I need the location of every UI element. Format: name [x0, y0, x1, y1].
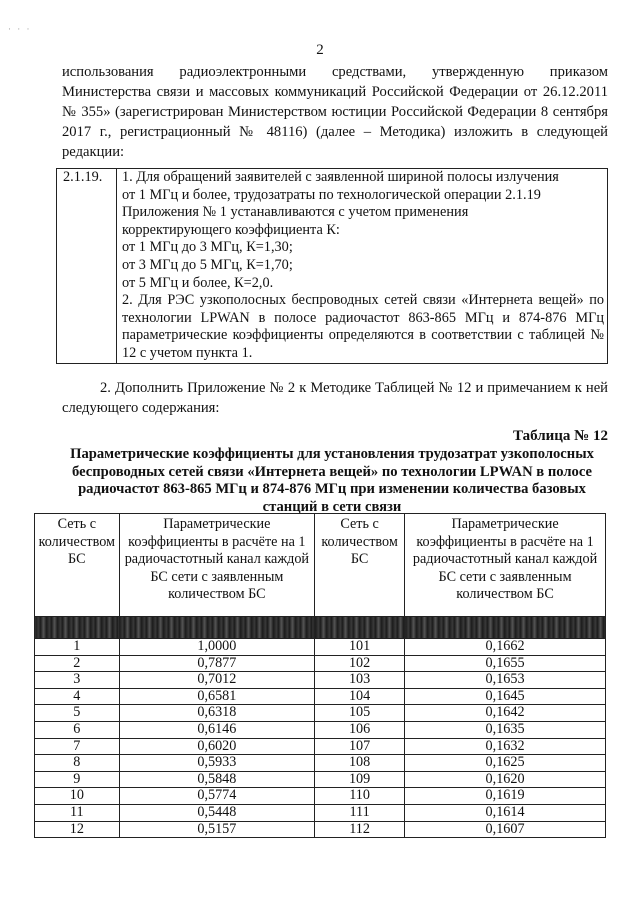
- cell-network-size: 7: [35, 738, 120, 755]
- cell-coefficient: 0,1653: [405, 672, 606, 689]
- table-row: [35, 688, 606, 705]
- amendment-text: [117, 169, 608, 364]
- cell-coefficient: 0,1607: [405, 821, 606, 838]
- cell-network-size: 8: [35, 755, 120, 772]
- header-coefficient: Параметрические коэффициенты в расчёте на 1 радиочастотный канал каждой БС сети с заявленным количеством БС: [405, 514, 606, 617]
- paragraph-2: 2. Дополнить Приложение № 2 к Методике Таблицей № 12 и примечанием к ней следующего содержания:: [62, 380, 608, 416]
- cell-coefficient: 0,1662: [405, 639, 606, 656]
- amendment-table: [56, 168, 608, 364]
- table-row: [35, 672, 606, 689]
- cell-coefficient: 0,6318: [119, 705, 314, 722]
- table-row: [35, 639, 606, 656]
- scan-artifact: · · ·: [8, 24, 32, 34]
- table-row: [35, 771, 606, 788]
- intro-paragraph: использования радиоэлектронными средствами, утвержденную приказом Министерства связи и массовых коммуникаций Российской Федерации от 26.12.2011 № 355» (зарегистрирован Министерством юстиции Российской Федерации 8 сентября 2017 г., регистрационный № 48116) (далее – Методика) изложить в следующей редакции:: [62, 64, 608, 160]
- table-header-row: [35, 514, 606, 617]
- cell-network-size: 9: [35, 771, 120, 788]
- cell-network-size: 3: [35, 672, 120, 689]
- cell-coefficient: 0,1632: [405, 738, 606, 755]
- cell-network-size: 101: [315, 639, 405, 656]
- cell-coefficient: 0,5848: [119, 771, 314, 788]
- table-row: [35, 705, 606, 722]
- amendment-number: 2.1.19.: [57, 169, 117, 364]
- cell-network-size: 105: [315, 705, 405, 722]
- amendment-line: корректирующего коэффициента К:: [122, 221, 340, 238]
- table-row: [35, 821, 606, 838]
- cell-coefficient: 0,1619: [405, 788, 606, 805]
- cell-coefficient: 0,1655: [405, 655, 606, 672]
- cell-coefficient: 0,1645: [405, 688, 606, 705]
- table-row: [35, 755, 606, 772]
- cell-coefficient: 0,7012: [119, 672, 314, 689]
- cell-network-size: 107: [315, 738, 405, 755]
- table-row: [35, 804, 606, 821]
- cell-coefficient: 0,6581: [119, 688, 314, 705]
- coefficients-table: [34, 513, 606, 838]
- cell-coefficient: 0,1614: [405, 804, 606, 821]
- cell-network-size: 2: [35, 655, 120, 672]
- cell-network-size: 4: [35, 688, 120, 705]
- cell-coefficient: 0,1642: [405, 705, 606, 722]
- header-coefficient: Параметрические коэффициенты в расчёте на 1 радиочастотный канал каждой БС сети с заявленным количеством БС: [119, 514, 314, 617]
- amendment-line: от 3 МГц до 5 МГц, К=1,70;: [122, 256, 293, 273]
- cell-coefficient: 1,0000: [119, 639, 314, 656]
- cell-network-size: 5: [35, 705, 120, 722]
- cell-network-size: 106: [315, 721, 405, 738]
- cell-network-size: 102: [315, 655, 405, 672]
- cell-coefficient: 0,6146: [119, 721, 314, 738]
- cell-network-size: 6: [35, 721, 120, 738]
- amendment-line: Приложения № 1 устанавливаются с учетом применения: [122, 204, 469, 221]
- cell-coefficient: 0,5774: [119, 788, 314, 805]
- cell-coefficient: 0,6020: [119, 738, 314, 755]
- amendment-line: от 5 МГц и более, К=2,0.: [122, 274, 274, 291]
- amendment-line: 1. Для обращений заявителей с заявленной шириной полосы излучения: [122, 169, 559, 185]
- cell-network-size: 111: [315, 804, 405, 821]
- cell-coefficient: 0,7877: [119, 655, 314, 672]
- cell-coefficient: 0,5157: [119, 821, 314, 838]
- cell-network-size: 12: [35, 821, 120, 838]
- cell-network-size: 110: [315, 788, 405, 805]
- header-network-size: Сеть с количеством БС: [35, 514, 120, 617]
- cell-coefficient: 0,5448: [119, 804, 314, 821]
- cell-coefficient: 0,5933: [119, 755, 314, 772]
- cell-network-size: 1: [35, 639, 120, 656]
- page-number: 2: [316, 42, 324, 58]
- amendment-line: от 1 МГц и более, трудозатраты по технологической операции 2.1.19: [122, 186, 541, 203]
- table-label: Таблица № 12: [512, 428, 608, 444]
- cell-network-size: 103: [315, 672, 405, 689]
- table-title: Параметрические коэффициенты для установления трудозатрат узкополосных беспроводных сетей связи «Интернета вещей» по технологии LPWAN в полосе радиочастот 863-865 МГц и 874-876 МГц при изменении количества базовых станций в сети связи: [70, 446, 594, 515]
- amendment-paragraph-2: 2. Для РЭС узкополосных беспроводных сетей связи «Интернета вещей» по технологии LPWAN в полосе радиочастот 863-865 МГц и 874-876 МГц параметрические коэффициенты определяются в соответствии с таблицей № 12 с учетом пункта 1.: [122, 292, 604, 361]
- cell-network-size: 104: [315, 688, 405, 705]
- cell-coefficient: 0,1625: [405, 755, 606, 772]
- table-row: [35, 738, 606, 755]
- table-row: [35, 788, 606, 805]
- amendment-row: [57, 169, 608, 364]
- table-row: [35, 655, 606, 672]
- amendment-line: от 1 МГц до 3 МГц, К=1,30;: [122, 239, 293, 256]
- cell-network-size: 109: [315, 771, 405, 788]
- header-network-size: Сеть с количеством БС: [315, 514, 405, 617]
- cell-coefficient: 0,1620: [405, 771, 606, 788]
- table-row: [35, 721, 606, 738]
- cell-network-size: 108: [315, 755, 405, 772]
- scan-dark-band: [35, 617, 606, 639]
- cell-coefficient: 0,1635: [405, 721, 606, 738]
- cell-network-size: 11: [35, 804, 120, 821]
- cell-network-size: 112: [315, 821, 405, 838]
- cell-network-size: 10: [35, 788, 120, 805]
